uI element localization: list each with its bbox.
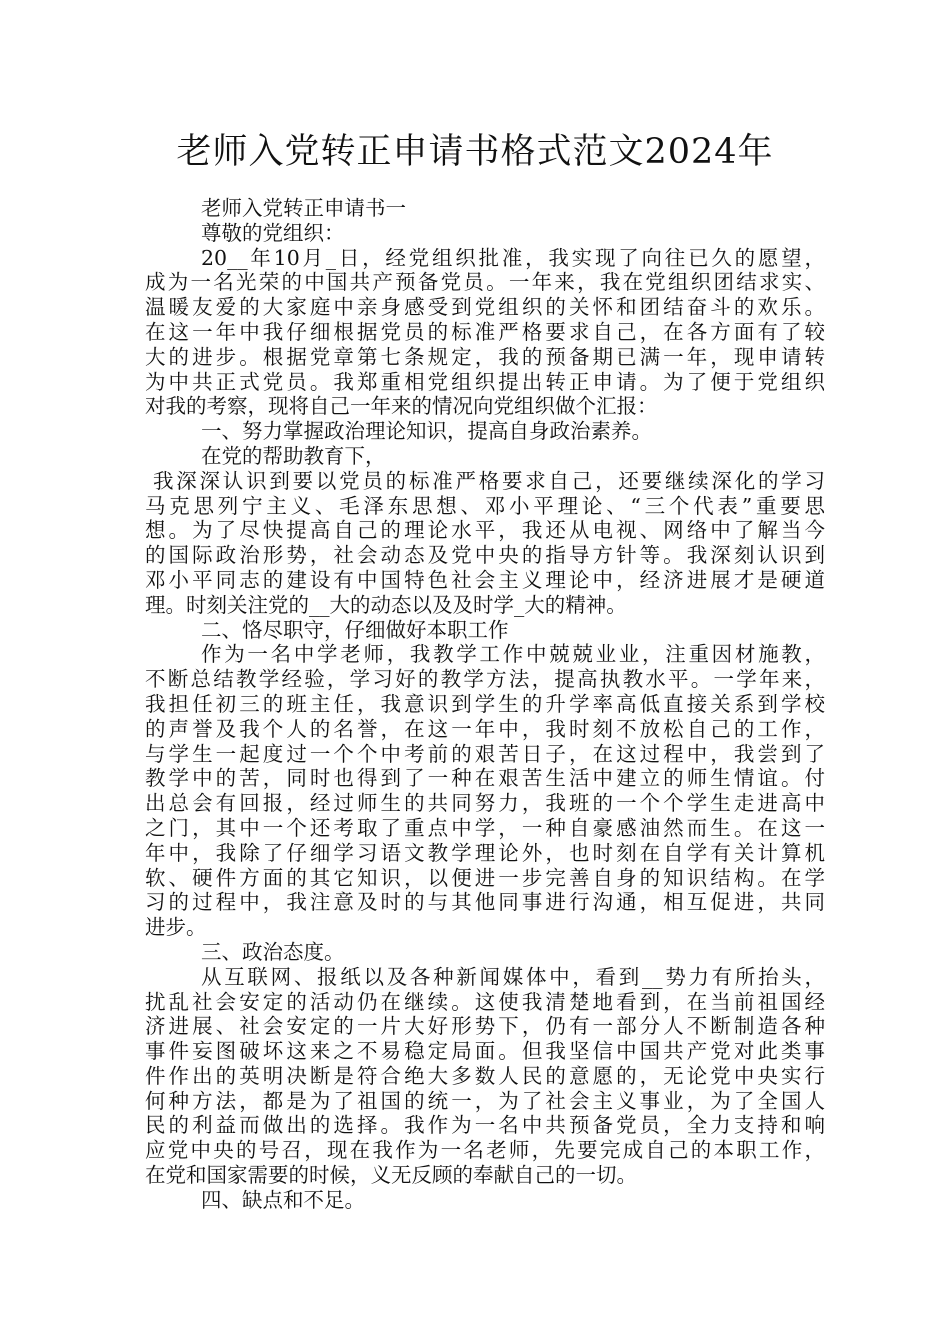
body-line: 应党中央的号召，现在我作为一名老师，先要完成自己的本职工作， (145, 1138, 825, 1163)
body-line: 成为一名光荣的中国共产预备党员。一年来，我在党组织团结求实、 (145, 270, 825, 295)
body-line: 件作出的英明决断是符合绝大多数人民的意愿的，无论党中央实行 (145, 1063, 825, 1088)
body-line: 在党的帮助教育下， (201, 443, 386, 468)
body-line: 何种方法，都是为了祖国的统一，为了社会主义事业，为了全国人 (145, 1088, 825, 1113)
body-line: 年中，我除了仔细学习语文教学理论外，也时刻在自学有关计算机 (145, 840, 825, 865)
body-line: 我担任初三的班主任，我意识到学生的升学率高低直接关系到学校 (145, 691, 825, 716)
body-line: 济进展、社会安定的一片大好形势下，仍有一部分人不断制造各种 (145, 1014, 825, 1039)
body-line: 习的过程中，我注意及时的与其他同事进行沟通，相互促进，共同 (145, 890, 825, 915)
body-line: 的国际政治形势，社会动态及党中央的指导方针等。我深刻认识到 (145, 543, 825, 568)
body-line: 老师入党转正申请书一 (201, 196, 406, 220)
body-line: 软、硬件方面的其它知识，以便进一步完善自身的知识结构。在学 (145, 865, 825, 890)
body-line: 想。为了尽快提高自己的理论水平，我还从电视、网络中了解当今 (145, 518, 825, 543)
body-line: 我深深认识到要以党员的标准严格要求自己，还要继续深化的学习 (153, 468, 825, 493)
body-line: 进步。 (145, 915, 207, 940)
body-line: 出总会有回报，经过师生的共同努力，我班的一个个学生走进高中 (145, 791, 825, 816)
body-line: 四、缺点和不足。 (201, 1187, 365, 1212)
body-line: 温暖友爱的大家庭中亲身感受到党组织的关怀和团结奋斗的欢乐。 (145, 295, 825, 320)
document-body (145, 196, 825, 1213)
body-line: 尊敬的党组织： (201, 220, 345, 245)
body-line: 邓小平同志的建设有中国特色社会主义理论中，经济进展才是硬道 (145, 567, 825, 592)
body-line: 作为一名中学老师，我教学工作中兢兢业业，注重因材施教， (201, 642, 825, 667)
body-line: 马克思列宁主义、毛泽东思想、邓小平理论、“三个代表”重要思 (145, 493, 825, 518)
body-line: 从互联网、报纸以及各种新闻媒体中，看到__势力有所抬头， (201, 964, 825, 989)
body-line: 之门，其中一个还考取了重点中学，一种自豪感油然而生。在这一 (145, 815, 825, 840)
body-line: 三、政治态度。 (201, 939, 345, 964)
body-line: 一、努力掌握政治理论知识，提高自身政治素养。 (201, 419, 652, 444)
body-line: 大的进步。根据党章第七条规定，我的预备期已满一年，现申请转 (145, 344, 825, 369)
body-line: 为中共正式党员。我郑重相党组织提出转正申请。为了便于党组织 (145, 369, 825, 394)
body-line: 的声誉及我个人的名誉，在这一年中，我时刻不放松自己的工作， (145, 716, 825, 741)
body-line: 不断总结教学经验，学习好的教学方法，提高执教水平。一学年来， (145, 667, 825, 692)
body-line: 与学生一起度过一个个中考前的艰苦日子，在这过程中，我尝到了 (145, 741, 825, 766)
body-line: 教学中的苦，同时也得到了一种在艰苦生活中建立的师生情谊。付 (145, 766, 825, 791)
body-line: 对我的考察，现将自己一年来的情况向党组织做个汇报： (145, 394, 658, 419)
body-line: 事件妄图破坏这来之不易稳定局面。但我坚信中国共产党对此类事 (145, 1039, 825, 1064)
document-title: 老师入党转正申请书格式范文2024年 (176, 132, 774, 172)
body-line: 20__年10月_日，经党组织批准，我实现了向往已久的愿望， (201, 245, 825, 270)
body-line: 理。时刻关注党的__大的动态以及及时学_大的精神。 (145, 592, 627, 617)
body-line: 在这一年中我仔细根据党员的标准严格要求自己，在各方面有了较 (145, 319, 825, 344)
body-line: 在党和国家需要的时候，义无反顾的奉献自己的一切。 (145, 1163, 637, 1188)
body-line: 扰乱社会安定的活动仍在继续。这使我清楚地看到，在当前祖国经 (145, 989, 825, 1014)
body-line: 民的利益而做出的选择。我作为一名中共预备党员，全力支持和响 (145, 1113, 825, 1138)
body-line: 二、恪尽职守，仔细做好本职工作 (201, 617, 509, 642)
